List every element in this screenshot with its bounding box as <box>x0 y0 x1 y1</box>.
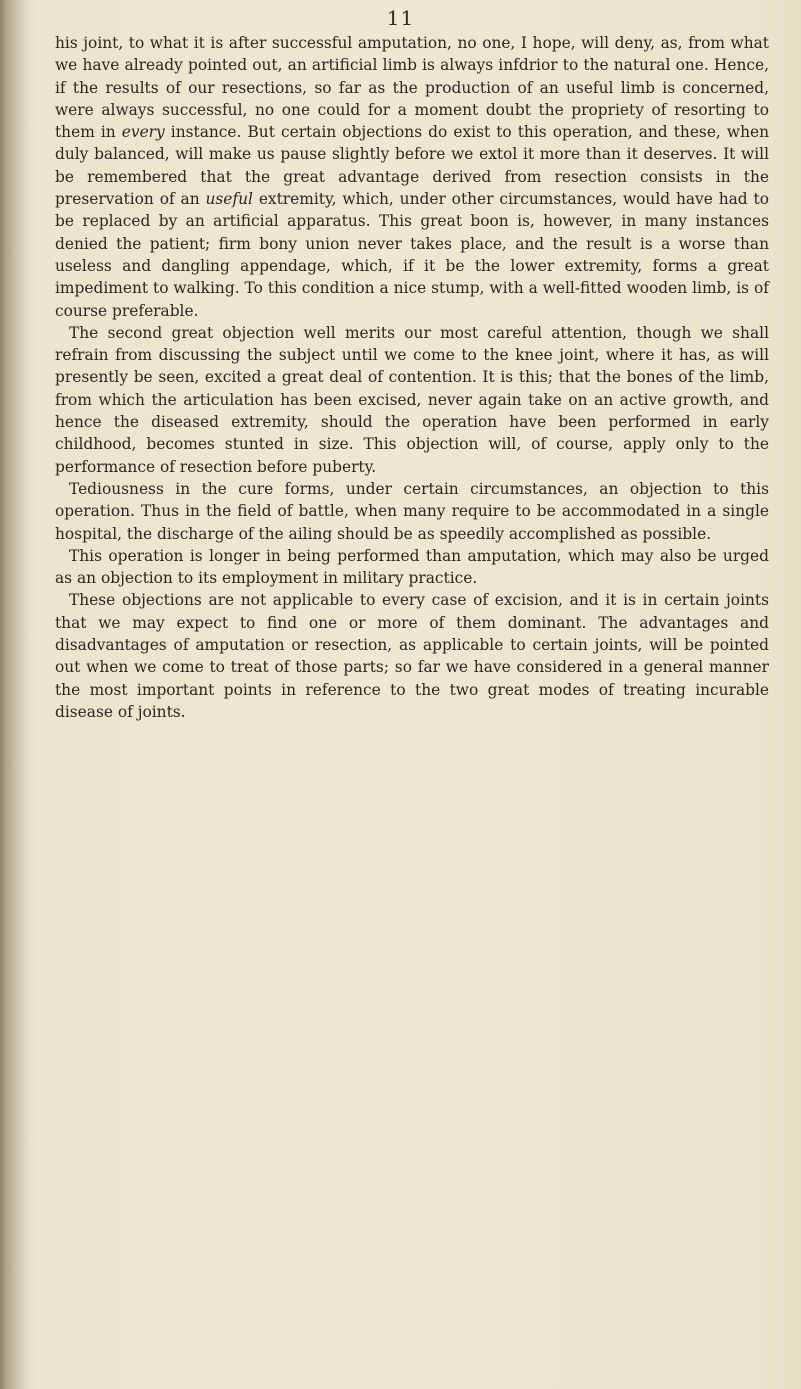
binding-gutter-shadow <box>0 0 30 1389</box>
paragraph-1-part-a: his joint, to what it is after successful amputation, no one, I hope, will deny, as, from what we have already pointed out, an artificial limb is always infdrior to the natural one. Hence, if the results of our resections, so far as the production of an useful limb is concerned, were always successful, no one could for a moment doubt the propriety of resorting to them in <box>55 34 769 142</box>
body-text <box>55 32 769 723</box>
paragraph-1-part-c: extremity, which, under other circumstances, would have had to be replaced by an artificial apparatus. This great boon is, however, in many instances denied the patient; firm bony union never takes place, and the result is a worse than useless and dangling appendage, which, if it be the lower extremity, forms a great impediment to walking. To this condition a nice stump, with a well-fitted wooden limb, is of course preferable. <box>55 190 769 320</box>
paragraph-2: The second great objection well merits our most careful attention, though we shall refrain from discussing the subject until we come to the knee joint, where it has, as will presently be seen, excited a great deal of contention. It is this; that the bones of the limb, from which the articulation has been excised, never again take on an active growth, and hence the diseased extremity, should the operation have been performed in early childhood, becomes stunted in size. This objection will, of course, apply only to the performance of resection before puberty. <box>55 323 769 476</box>
paragraph-1-emphasis-useful: useful <box>205 190 253 209</box>
paragraph-4: This operation is longer in being performed than amputation, which may also be urged as an objection to its employment in military practice. <box>55 546 769 588</box>
paragraph-1-emphasis-every: every <box>121 123 165 142</box>
paragraph-3: Tediousness in the cure forms, under certain circumstances, an objection to this operation. Thus in the field of battle, when many require to be accommodated in a single hospital, the discharge of the ailing should be as speedily accomplished as possible. <box>55 479 769 543</box>
paragraph-1-part-b: instance. But certain objections do exist to this operation, and these, when duly balanced, will make us pause slightly before we extol it more than it deserves. It will be remembered that the great advantage derived from resection consists in the preservation of an <box>55 123 769 209</box>
page-number: 11 <box>386 6 415 30</box>
paragraph-1 <box>55 32 769 322</box>
paragraph-5: These objections are not applicable to every case of excision, and it is in certain joints that we may expect to find one or more of them dominant. The advantages and disadvantages of amputation or resection, as applicable to certain joints, will be pointed out when we come to treat of those parts; so far we have considered in a general manner the most important points in reference to the two great modes of treating incurable disease of joints. <box>55 591 769 721</box>
